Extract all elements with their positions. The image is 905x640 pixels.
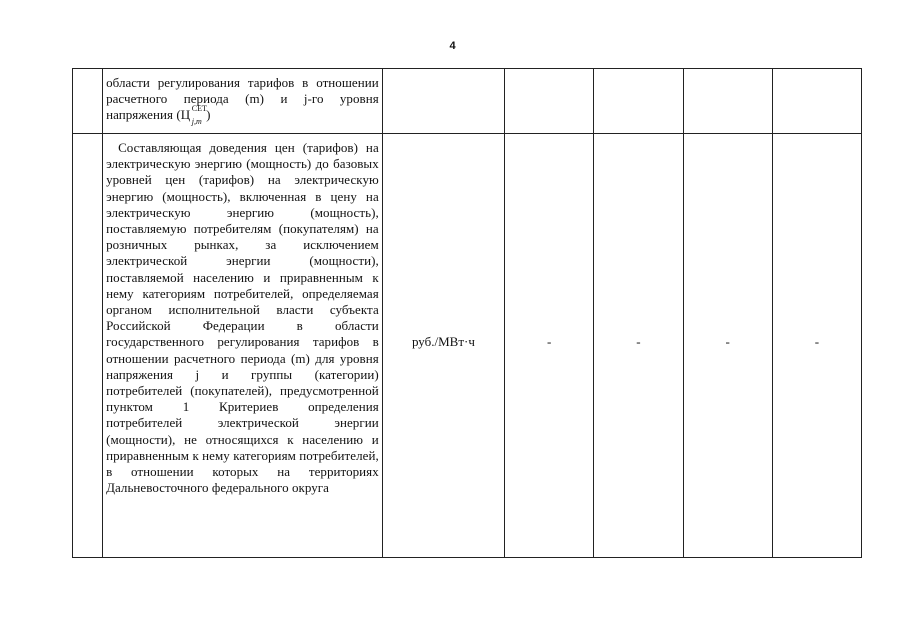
unit-cell — [382, 134, 504, 558]
description-text-end: ) — [206, 107, 211, 123]
description-text: Составляющая доведения цен (тарифов) на электрическую энергию (мощность) до базовых уровней цен (тарифов) на электрическую энергию (мощность), включенная в цену на электрическую энергию (мощность), поставляемую потребителям (покупателям) на розничных рынках, за исключением электрической энергии (мощности), поставляемой населению и приравненным к нему категориям потребителей, определяемая органом исполнительной власти субъекта Российской Федерации в области государственного регулирования тарифов в отношении расчетного периода (m) для уровня напряжения j и группы (категории) потребителей (покупателей), предусмотренной пунктом 1 Критериев определения потребителей электрической энергии (мощности), не относящихся к населению и приравненным к нему категориям потребителей, в отношении которых на территориях Дальневосточного федерального округа — [106, 140, 379, 496]
description-text: области регулирования тарифов в отношении расчетного периода (m) и j-го уровня напряжения ( — [106, 75, 379, 123]
value-cell — [594, 69, 683, 134]
unit-text: руб./МВт·ч — [411, 333, 475, 349]
unit-cell — [382, 69, 504, 134]
value-text: - — [814, 333, 820, 349]
value-text: - — [547, 333, 552, 349]
value-cell — [505, 69, 594, 134]
value-cell — [594, 134, 683, 558]
row-number-cell — [73, 69, 103, 134]
value-text: - — [725, 333, 730, 349]
value-cell — [683, 69, 772, 134]
tariff-symbol: Ц СЕТ j,m — [181, 107, 190, 123]
description-cell — [103, 134, 383, 558]
row-number-cell — [73, 134, 103, 558]
tariff-table — [72, 68, 862, 558]
value-cell — [772, 134, 861, 558]
value-cell — [772, 69, 861, 134]
value-text: - — [636, 333, 641, 349]
page-number: 4 — [449, 40, 456, 52]
table-row — [73, 134, 862, 558]
value-cell — [683, 134, 772, 558]
symbol-superscript: СЕТ — [191, 104, 207, 114]
table-row — [73, 69, 862, 134]
value-cell — [505, 134, 594, 558]
symbol-subscript: j,m — [191, 117, 202, 127]
description-cell — [103, 69, 383, 134]
